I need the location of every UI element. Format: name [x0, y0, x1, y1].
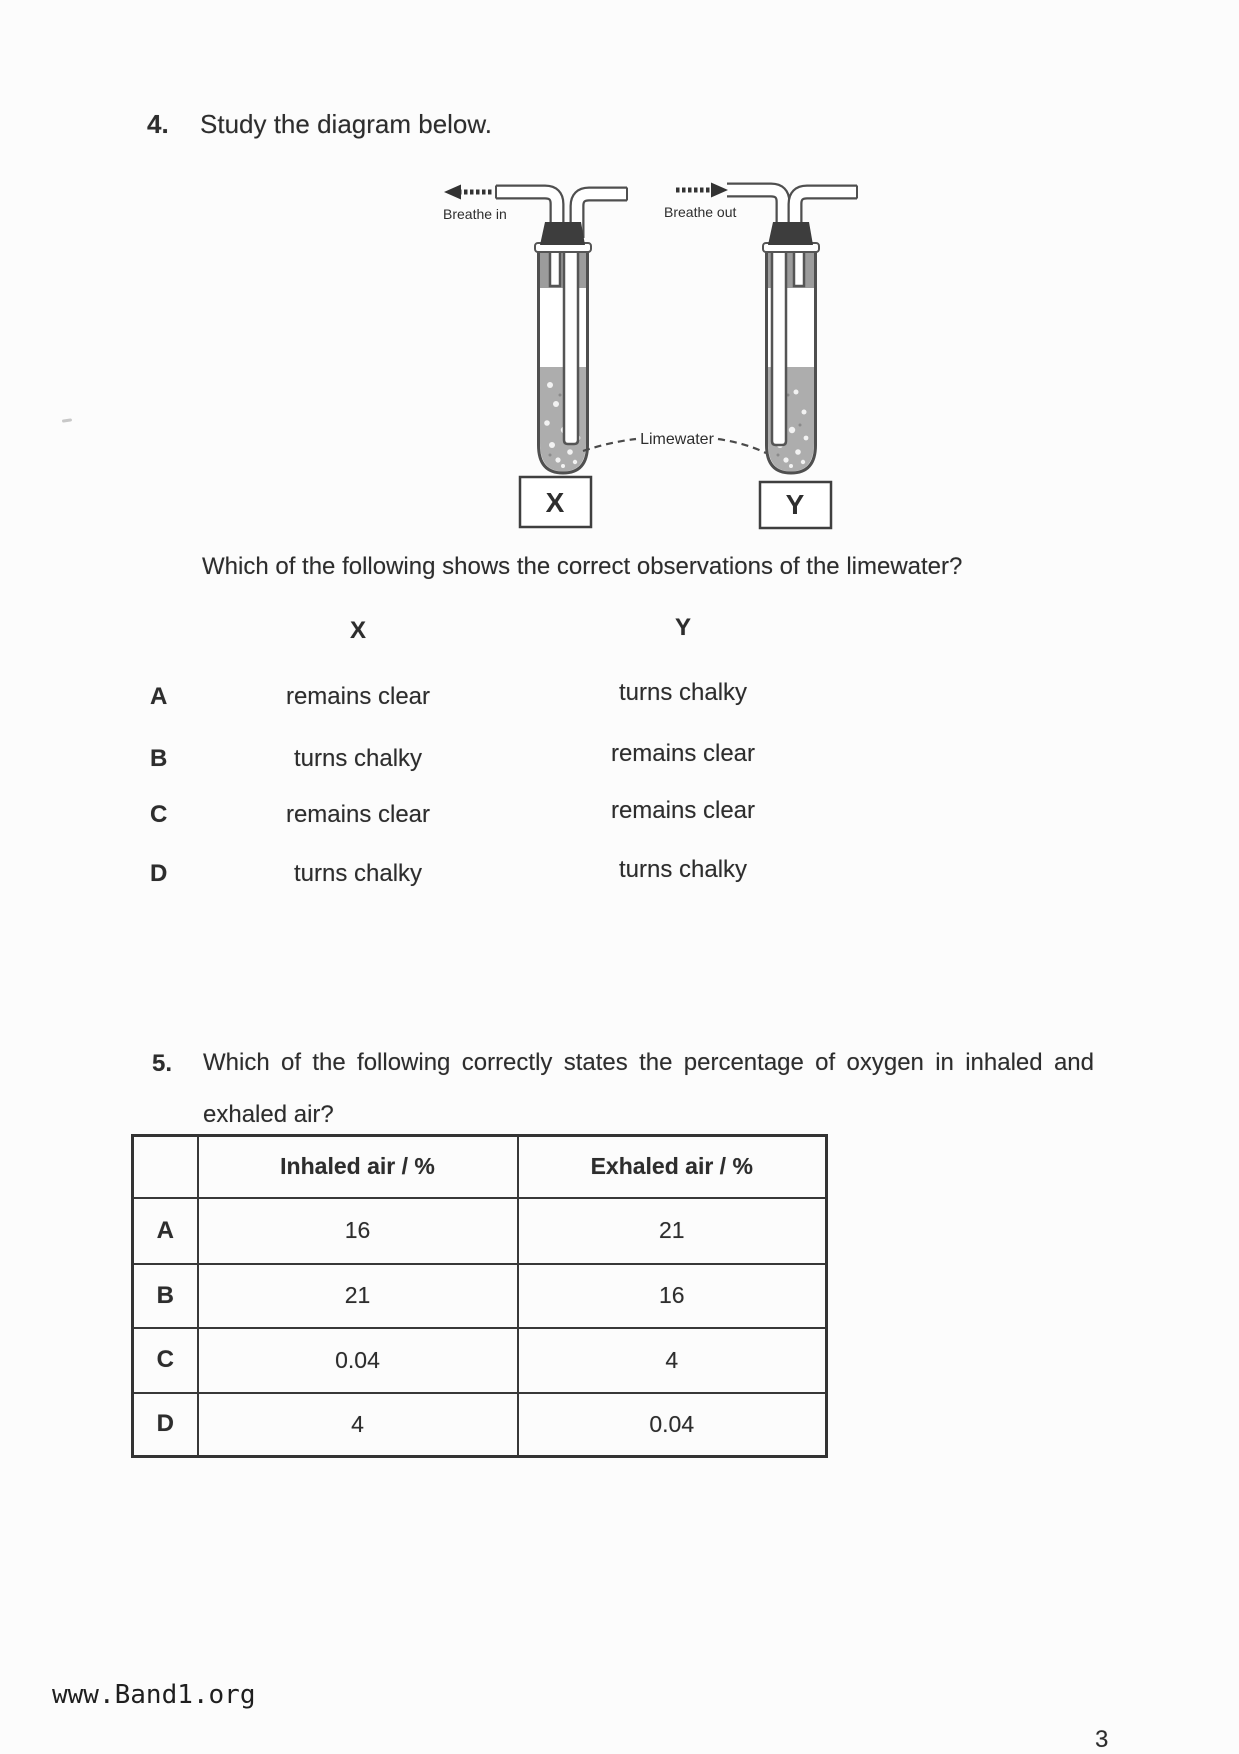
row-letter: C — [133, 1328, 198, 1393]
limewater-apparatus-diagram — [430, 140, 880, 540]
inner-long-tube — [564, 252, 578, 444]
table-row — [133, 1328, 827, 1393]
page-number: 3 — [1095, 1726, 1109, 1753]
row-letter: A — [133, 1198, 198, 1264]
option-y-value: remains clear — [610, 740, 756, 767]
row-letter: B — [133, 1264, 198, 1328]
q4-number: 4. — [147, 109, 169, 139]
limewater-label: Limewater — [640, 431, 714, 448]
tube-x-assembly — [443, 185, 627, 528]
q5-table — [131, 1134, 828, 1458]
tube-x-label: X — [545, 487, 565, 518]
table-row — [133, 1393, 827, 1457]
option-letter: C — [150, 801, 168, 828]
inner-short-tube — [794, 252, 804, 286]
rubber-stopper — [768, 222, 813, 245]
exhaled-value: 16 — [518, 1264, 827, 1328]
inner-short-tube — [550, 252, 560, 286]
option-letter: B — [150, 745, 168, 772]
exhaled-value: 0.04 — [518, 1393, 827, 1457]
breathe-out-arrow-head — [711, 183, 728, 198]
rubber-stopper — [540, 222, 585, 245]
limewater-pointer-left — [583, 439, 636, 451]
option-letter: A — [150, 683, 168, 710]
inhaled-value: 16 — [198, 1198, 518, 1264]
options-header-y: Y — [674, 614, 691, 641]
option-y-value: remains clear — [610, 797, 756, 824]
option-y-value: turns chalky — [618, 856, 748, 883]
q4-prompt: Study the diagram below. — [200, 109, 492, 139]
tube-y-label: Y — [785, 489, 805, 520]
q4-question: Which of the following shows the correct observations of the limewater? — [202, 553, 963, 580]
options-header-x: X — [349, 617, 366, 644]
table-row — [133, 1198, 827, 1264]
table-row — [133, 1264, 827, 1328]
option-x-value: remains clear — [285, 683, 431, 710]
inhaled-value: 0.04 — [198, 1328, 518, 1393]
inner-long-tube — [772, 252, 786, 445]
q5-question-line1: Which of the following correctly states the percentage of oxygen in inhaled and — [203, 1049, 1094, 1076]
footer-url: www.Band1.org — [52, 1680, 256, 1710]
option-letter: D — [150, 860, 168, 887]
option-x-value: turns chalky — [293, 860, 423, 887]
exhaled-value: 21 — [518, 1198, 827, 1264]
q5-number: 5. — [152, 1050, 173, 1077]
scan-speck — [62, 418, 72, 422]
breathe-out-label: Breathe out — [664, 204, 737, 220]
option-x-value: remains clear — [285, 801, 431, 828]
option-y-value: turns chalky — [618, 679, 748, 706]
pipe-right-outline — [577, 194, 627, 238]
breathe-in-arrow-head — [444, 185, 461, 200]
inhaled-value: 4 — [198, 1393, 518, 1457]
row-letter: D — [133, 1393, 198, 1457]
exhaled-value: 4 — [518, 1328, 827, 1393]
option-x-value: turns chalky — [293, 745, 423, 772]
tube-y-assembly — [664, 183, 857, 529]
q5-question-line2: exhaled air? — [203, 1101, 334, 1128]
inhaled-value: 21 — [198, 1264, 518, 1328]
breathe-in-label: Breathe in — [443, 206, 507, 222]
limewater-pointer-right — [718, 439, 766, 453]
table-header-exhaled: Exhaled air / % — [518, 1136, 827, 1198]
table-header-blank — [133, 1136, 198, 1198]
table-header-row — [133, 1136, 827, 1198]
table-header-inhaled: Inhaled air / % — [198, 1136, 518, 1198]
